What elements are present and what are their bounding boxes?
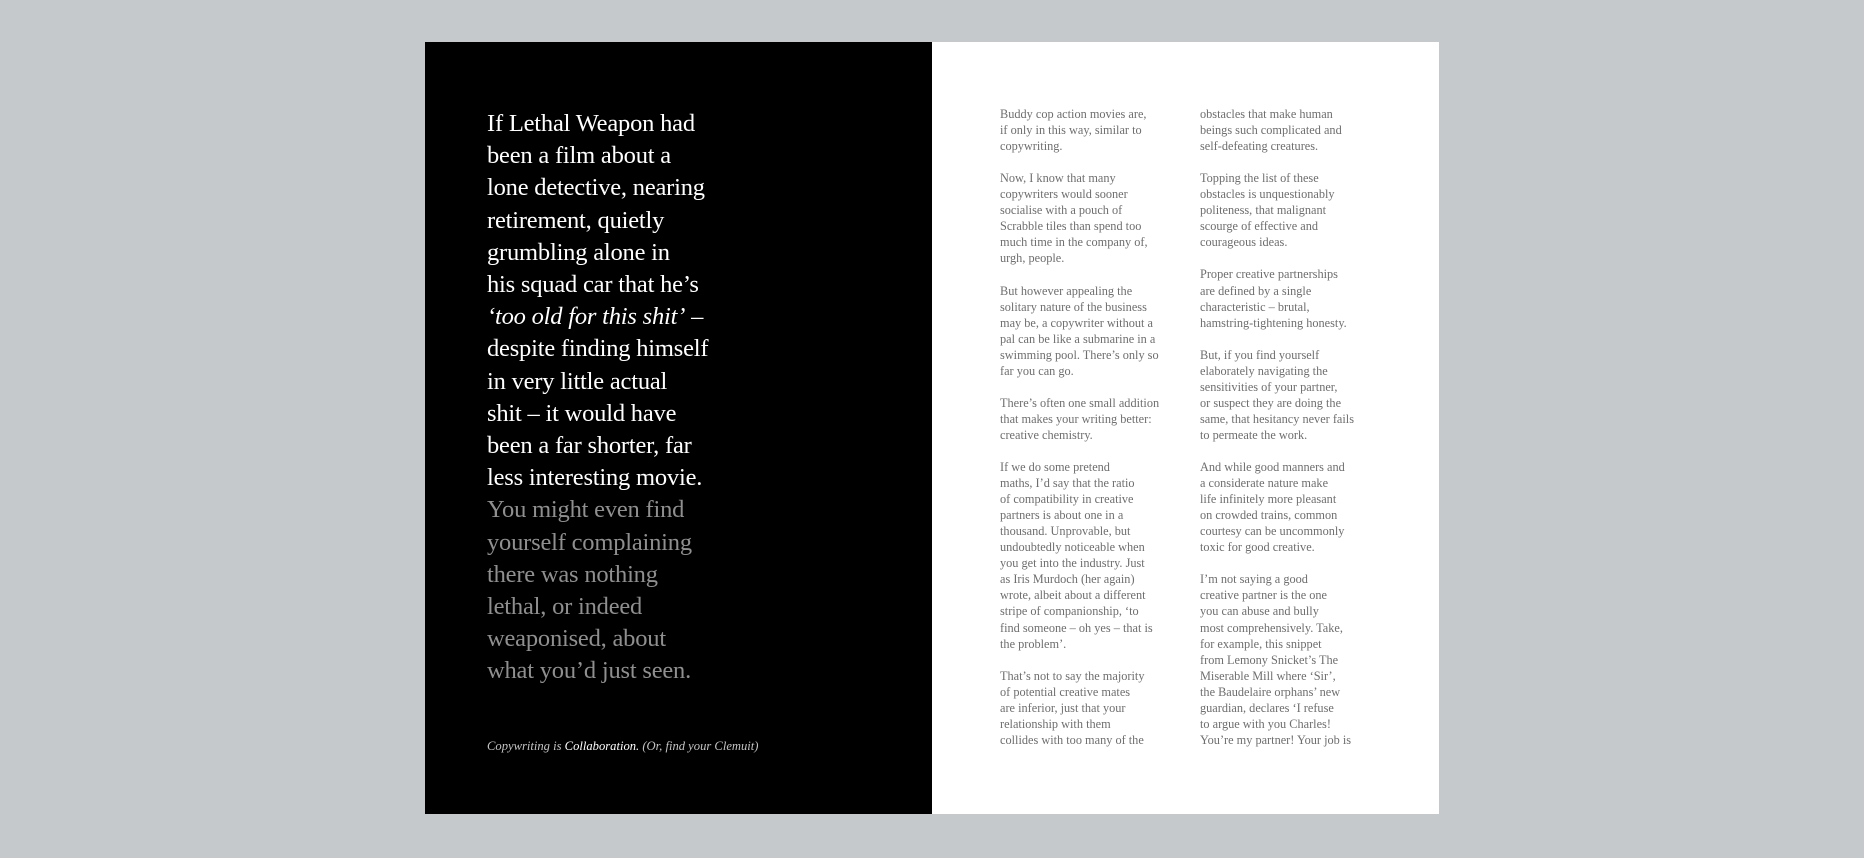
quote-line-text: been a film about a [487,142,671,170]
quote-line-text: been a far shorter, far [487,432,692,460]
body-line: And while good manners and [1200,460,1345,475]
body-line: copywriters would sooner [1000,187,1128,202]
body-line: far you can go. [1000,363,1074,378]
body-line: Buddy cop action movies are, [1000,107,1147,121]
body-line: I’m not saying a good [1200,572,1308,587]
body-line: If we do some pretend [1000,460,1110,475]
quote-line [487,205,787,237]
body-paragraph [1200,347,1390,443]
body-line: to argue with you Charles! [1200,716,1331,731]
quote-line-text: lethal, or indeed [487,593,643,621]
body-line: Topping the list of these [1200,171,1319,186]
body-line: scourge of effective and [1200,219,1319,234]
caption-prefix: Copywriting is [487,739,565,753]
quote-line [487,140,787,172]
body-line: Scrabble tiles than spend too [1000,219,1142,234]
quote-line [487,527,787,559]
body-line: But, if you find yourself [1200,347,1320,362]
body-line: toxic for good creative. [1200,540,1315,555]
quote-line [487,494,787,526]
quote-line [487,269,787,301]
body-paragraph [1200,106,1390,154]
body-line: much time in the company of, [1000,235,1148,250]
body-line: pal can be like a submarine in a [1000,331,1156,346]
quote-line [487,301,787,333]
body-line: That’s not to say the majority [1000,668,1145,683]
body-line: maths, I’d say that the ratio [1000,476,1135,491]
quote-line [487,623,787,655]
body-line: courtesy can be uncommonly [1200,524,1345,539]
body-line: guardian, declares ‘I refuse [1200,700,1334,715]
quote-line-text: If Lethal Weapon had [487,110,695,137]
body-line: obstacles that make human [1200,107,1333,121]
body-paragraph [1200,170,1390,250]
quote-line-text: what you’d just seen. [487,657,692,685]
quote-line-text: there was nothing [487,560,658,588]
quote-line-text: in very little actual [487,367,668,395]
body-line: most comprehensively. Take, [1200,620,1343,635]
quote-italic-phrase: ‘too old for this shit’ [487,303,686,331]
quote-line-text: grumbling alone in [487,238,670,266]
body-line: to permeate the work. [1200,427,1308,442]
left-page [425,42,932,814]
body-line: are defined by a single [1200,283,1312,298]
body-line: copywriting. [1000,139,1063,154]
body-paragraph [1200,571,1390,748]
body-column-2 [1200,106,1390,764]
body-line: may be, a copywriter without a [1000,315,1153,330]
body-line: You’re my partner! Your job is [1200,732,1352,747]
quote-line [487,430,787,462]
body-line: self-defeating creatures. [1200,139,1319,154]
body-line: are inferior, just that your [1000,700,1126,715]
body-line: as Iris Murdoch (her again) [1000,572,1135,587]
quote-line [487,462,787,494]
body-line: politeness, that malignant [1200,203,1327,218]
body-line: you get into the industry. Just [1000,556,1145,571]
body-line: beings such complicated and [1200,123,1342,138]
quote-line [487,559,787,591]
body-line: Miserable Mill where ‘Sir’, [1200,668,1336,683]
body-line: find someone – oh yes – that is [1000,620,1153,635]
body-line: a considerate nature make [1200,476,1329,491]
body-paragraph [1000,106,1190,154]
body-paragraph [1200,266,1390,330]
body-line: or suspect they are doing the [1200,395,1342,410]
quote-line [487,108,787,140]
body-line: But however appealing the [1000,283,1133,298]
body-line: if only in this way, similar to [1000,123,1142,138]
pull-quote [487,108,787,688]
quote-line [487,172,787,204]
caption-title: Collaboration. [564,739,640,753]
body-line: Proper creative partnerships [1200,267,1338,282]
body-line: courageous ideas. [1200,235,1288,250]
quote-line [487,237,787,269]
body-line: the problem’. [1000,636,1067,651]
body-line: characteristic – brutal, [1200,299,1310,314]
quote-line-text: You might even find [487,496,685,524]
body-line: hamstring-tightening honesty. [1200,315,1347,330]
quote-line-text: yourself complaining [487,528,692,556]
body-line: undoubtedly noticeable when [1000,540,1145,555]
body-line: on crowded trains, common [1200,508,1338,523]
body-line: stripe of companionship, ‘to [1000,604,1139,619]
quote-line-text: less interesting movie. [487,464,703,492]
body-line: you can abuse and bully [1200,604,1319,619]
body-line: urgh, people. [1000,251,1065,266]
quote-line-text: shit – it would have [487,399,677,427]
body-line: There’s often one small addition [1000,395,1160,410]
body-line: partners is about one in a [1000,508,1124,523]
body-line: relationship with them [1000,716,1111,731]
quote-line [487,366,787,398]
body-line: the Baudelaire orphans’ new [1200,684,1341,699]
quote-line-text: retirement, quietly [487,206,665,234]
body-line: elaborately navigating the [1200,363,1328,378]
body-line: thousand. Unprovable, but [1000,524,1131,539]
body-paragraph [1000,170,1190,266]
quote-line-text: his squad car that he’s [487,271,699,299]
body-line: sensitivities of your partner, [1200,379,1338,394]
quote-line [487,333,787,365]
quote-line-text: – [685,303,704,331]
body-line: creative chemistry. [1000,427,1093,442]
quote-line [487,591,787,623]
quote-line-text: weaponised, about [487,625,666,653]
body-line: wrote, albeit about a different [1000,588,1146,603]
body-line: creative partner is the one [1200,588,1328,603]
body-line: of potential creative mates [1000,684,1131,699]
body-line: same, that hesitancy never fails [1200,411,1354,426]
book-spread [425,42,1439,814]
body-line: socialise with a pouch of [1000,203,1123,218]
body-line: Now, I know that many [1000,171,1116,186]
body-column-1 [1000,106,1190,764]
quote-line [487,398,787,430]
body-line: life infinitely more pleasant [1200,492,1337,507]
body-line: obstacles is unquestionably [1200,187,1335,202]
body-paragraph [1000,395,1190,443]
body-paragraph [1000,283,1190,379]
body-paragraph [1000,459,1190,652]
body-paragraph [1200,459,1390,555]
body-line: that makes your writing better: [1000,411,1152,426]
body-line: swimming pool. There’s only so [1000,347,1159,362]
quote-line [487,655,787,687]
right-page [932,42,1439,814]
quote-line-text: despite finding himself [487,335,709,363]
body-line: collides with too many of the [1000,732,1144,747]
body-line: of compatibility in creative [1000,492,1134,507]
body-paragraph [1000,668,1190,748]
caption-subtitle: (Or, find your Clemuit) [639,739,759,753]
page-caption [487,739,759,754]
body-line: solitary nature of the business [1000,299,1147,314]
quote-line-text: lone detective, nearing [487,174,705,202]
body-line: from Lemony Snicket’s The [1200,652,1339,667]
body-line: for example, this snippet [1200,636,1322,651]
